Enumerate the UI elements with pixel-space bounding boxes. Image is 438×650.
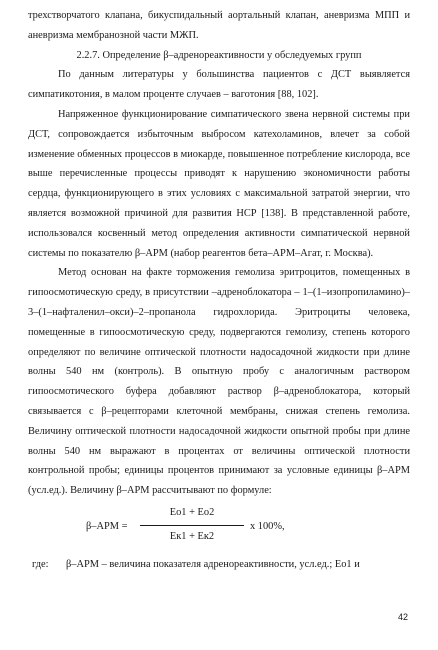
paragraph-1: По данным литературы у большинства пациентов с ДСТ выявляется симпатикотония, в малом проценте случаев – ваготония [88, 102]. — [28, 69, 410, 101]
where-line — [28, 555, 410, 575]
formula-lhs: β–АРМ = — [86, 520, 128, 532]
page-number: 42 — [398, 612, 409, 622]
formula — [28, 505, 410, 551]
paragraph-2: Напряженное функционирование симпатического звена нервной системы при ДСТ, сопровождается избыточным выбросом катехоламинов, влечет за собой изменение обменных процессов в миокарде, повышенное потребление кислорода, все выше перечисленные процессы приводят к нарушению экономичности работы сердца, функционирующего в этих условиях с максимальной затратой энергии, что является возможной причиной для развития НСР [138]. В представленной работе, использовался косвенный метод определения активности симпатической нервной системы по показателю β–АРМ (набор реагентов бета–АРМ–Агат, г. Москва). — [28, 108, 410, 259]
fraction-bar — [140, 525, 244, 526]
where-label: где: — [32, 558, 49, 570]
formula-denominator: Ек1 + Ек2 — [169, 530, 215, 542]
text-body — [28, 6, 410, 575]
section-heading: 2.2.7. Определение β–адренореактивности у обследуемых групп — [76, 49, 362, 61]
formula-numerator: Ео1 + Ео2 — [169, 506, 215, 518]
where-text: β–АРМ – величина показателя адренореактивности, усл.ед.; Ео1 и — [66, 558, 360, 570]
paragraph-continuation: трехстворчатого клапана, бикуспидальный аортальный клапан, аневризма МПП и аневризма мембранозной части МЖП. — [28, 10, 410, 41]
formula-fraction — [140, 505, 244, 545]
formula-rhs: х 100%, — [250, 520, 285, 532]
paragraph-3: Метод основан на факте торможения гемолиза эритроцитов, помещенных в гипоосмотическую среду, в присутствии –адреноблокатора – 1–(1–изопропиламино)–3–(1–нафталенил–окси)–2–пропанола гидрохлорида. Эритроциты человека, помещенные в гипоосмотическую среду, подвергаются гемолизу, степень которого определяют по величине оптической плотности надосадочной жидкости при длине волны 540 нм (контроль). В опытную пробу с аналогичным раствором гипоосмотического буфера добавляют раствор β–адреноблокатора, который связывается с β–рецепторами клеточной мембраны, снижая степень гемолиза. Величину оптической плотности надосадочной жидкости опытной пробы при длине волны 540 нм выражают в процентах от величины оптической плотности контрольной пробы; единицы процентов принимают за условные единицы β–АРМ (усл.ед.). Величину β–АРМ рассчитывают по формуле: — [28, 267, 410, 497]
